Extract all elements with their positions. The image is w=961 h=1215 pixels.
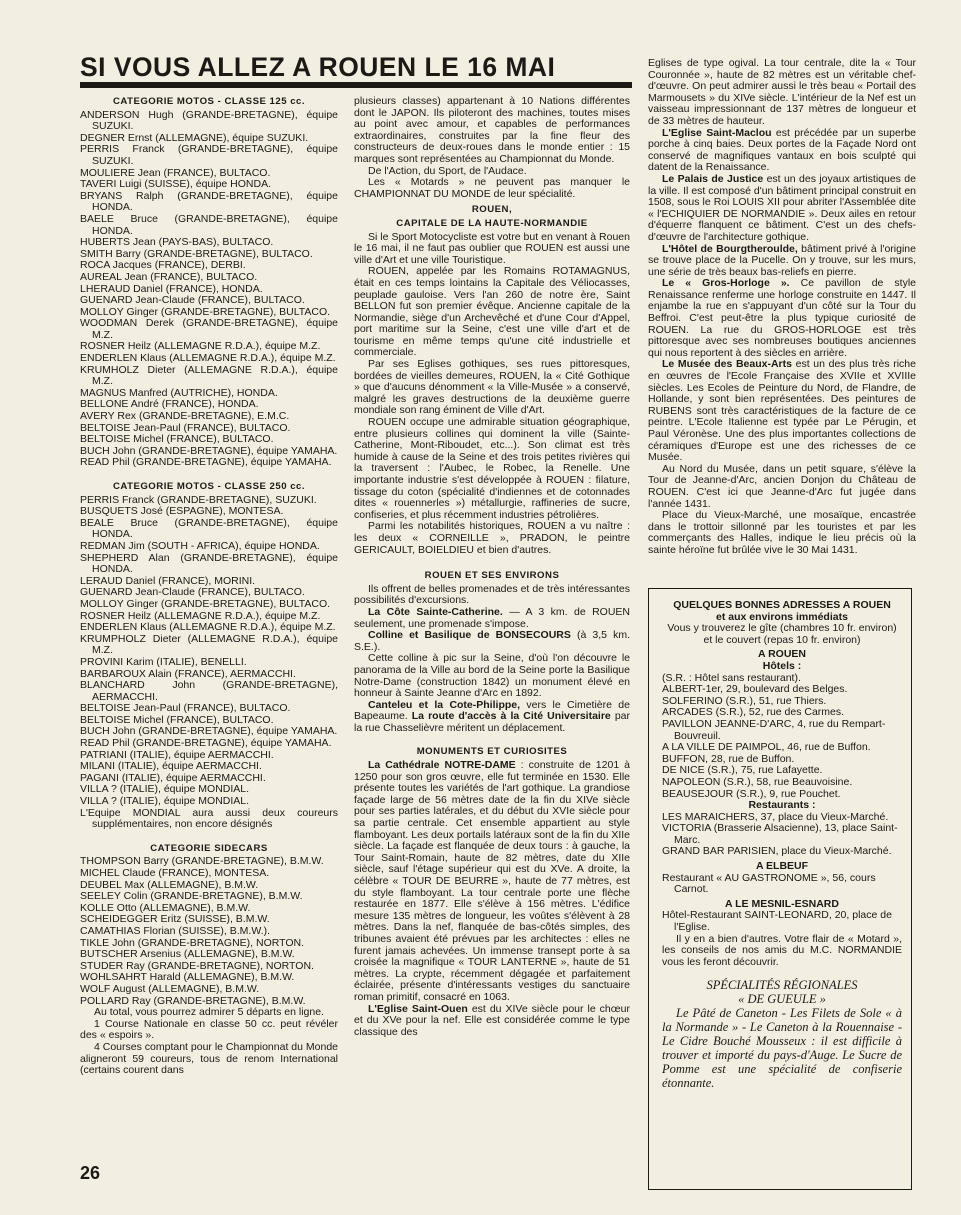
paragraph: ROUEN occupe une admirable situation géographique, entre plusieurs collines qui dominent la ville (Sainte-Catherine, Mont-Riboudet, etc...). Son climat est très humide à cause de la Seine et des trois petites rivières qui la traversent : l'Aubec, le Robec, la Renelle. Une importante industrie s'est développée à ROUEN : filature, tissage du coton (spécialité d'indiennes et de cotonnades dites « rouennerles ») métallurgie, raffineries de sucre, confiseries, et plus récemment industries pétrolières. bbox=[354, 416, 630, 521]
entrant-row: BRYANS Ralph (GRANDE-BRETAGNE), équipe HONDA. bbox=[80, 189, 338, 214]
entrant-row: BEALE Bruce (GRANDE-BRETAGNE), équipe HONDA. bbox=[80, 516, 338, 541]
paragraph: Parmi les notabilités historiques, ROUEN a vu naître : les deux « CORNEILLE », PRADON, le peintre GERICAULT, BOIELDIEU et bien d'autres. bbox=[354, 520, 630, 556]
hotel-row: ALBERT-1er, 29, boulevard des Belges. bbox=[662, 683, 848, 696]
entrant-row: BUTSCHER Arsenius (ALLEMAGNE), B.M.W. bbox=[80, 948, 295, 961]
entrant-row: BUCH John (GRANDE-BRETAGNE), équipe YAMAHA. bbox=[80, 444, 338, 457]
entrant-row: SHEPHERD Alan (GRANDE-BRETAGNE), équipe HONDA. bbox=[80, 551, 338, 576]
entrant-row: PERRIS Franck (GRANDE-BRETAGNE), SUZUKI. bbox=[80, 493, 317, 506]
headline-rule bbox=[80, 82, 632, 88]
entrant-row: MOULIERE Jean (FRANCE), BULTACO. bbox=[80, 166, 271, 179]
paragraph: Eglises de type ogival. La tour centrale, dite la « Tour Couronnée », haute de 82 mètres est un véritable chef-d'œuvre. On peut admirer aussi le très beau « Portail des Marmousets » du XIVe siècle. L'intérieur de la Nef est un vaisseau impressionnant de 137 mètres de longueur et de 33 mètres de hauteur. bbox=[648, 57, 916, 127]
monument-name: Le « Gros-Horloge ». bbox=[662, 277, 790, 290]
entrant-row: PAGANI (ITALIE), équipe AERMACCHI. bbox=[80, 771, 266, 784]
place-name: La route d'accès à la Cité Universitaire bbox=[411, 710, 611, 723]
hotel-row: ARCADES (S.R.), 52, rue des Carmes. bbox=[662, 706, 845, 719]
entrant-row: READ Phil (GRANDE-BRETAGNE), équipe YAMAHA. bbox=[80, 456, 332, 469]
entrant-row: LERAUD Daniel (FRANCE), MORINI. bbox=[80, 574, 256, 587]
entrant-row: MOLLOY Ginger (GRANDE-BRETAGNE), BULTACO. bbox=[80, 597, 331, 610]
page-number: 26 bbox=[80, 1163, 101, 1183]
section-title-environs: ROUEN ET SES ENVIRONS bbox=[424, 570, 560, 582]
monument-text: : construite de 1201 à 1250 pour son gros œuvre, elle fut terminée en 1530. Elle présente toutes les variétés de l'art gothique. La grandiose façade large de 56 mètres date de la fin du XIVe siècle pour ses parties latérales, et du début du XVIe siècle pour sa partie centrale. Cet ensemble appartient au style flamboyant. Les deux portails latéraux sont de la fin du XIIe siècle. La façade est flanquée de deux tours : à gauche, la Tour Saint-Romain, haute de 82 mètres, date du XIIe siècle, sauf l'étage supérieur qui est du XVe. A droite, la célèbre « TOUR DE BEURRE », haute de 77 mètres, est du style flamboyant. La tour centrale porte une flèche restaurée en 1877. Elle s'élève à 156 mètres. L'édifice mesure 135 mètres de longueur, les voûtes s'élèvent à 28 mètres. Dans la nef, flanquée de bas-côtés simples, des tribunes avaient été prévues par les architectes : elles ne furent jamais achevées. Un immense transept porte à sa croisée la magnifique « TOUR LANTERNE », haute de 51 mètres. La crypte, récemment dégagée et parfaitement éclairée, présente d'intéressants vestiges du sanctuaire roman primitif, consacré en 1063. bbox=[354, 759, 630, 1003]
place-name: Canteleu et la Cote-Philippe, bbox=[368, 698, 521, 711]
paragraph bbox=[648, 359, 916, 463]
entrant-list-125 bbox=[80, 110, 338, 469]
entrant-list-sidecars bbox=[80, 856, 338, 1007]
page-headline: SI VOUS ALLEZ A ROUEN LE 16 MAI bbox=[80, 52, 556, 82]
entrant-row: READ Phil (GRANDE-BRETAGNE), équipe YAMAHA. bbox=[80, 737, 332, 750]
paragraph: plusieurs classes) appartenant à 10 Nations différentes dont le JAPON. Ils piloteront des machines, toutes mises au point avec amour, et capables de performances extraordinaires, construites par la fine fleur des constructeurs de deux-roues dans le monde entier : 15 marques sont représentées au Championnat du Monde. bbox=[354, 95, 630, 165]
entrant-row: STUDER Ray (GRANDE-BRETAGNE), NORTON. bbox=[80, 959, 314, 972]
entrant-row: WOLF August (ALLEMAGNE), B.M.W. bbox=[80, 982, 260, 995]
monument-name: L'Eglise Saint-Ouen bbox=[368, 1002, 468, 1015]
entrant-row: ENDERLEN Klaus (ALLEMAGNE R.D.A.), équipe M.Z. bbox=[80, 352, 336, 365]
monument-name: La Cathédrale NOTRE-DAME bbox=[368, 759, 516, 772]
column-3-monuments bbox=[648, 58, 916, 557]
place-text: — A 3 km. de ROUEN seulement, une promenade s'impose. bbox=[354, 605, 630, 630]
entrant-row: HUBERTS Jean (PAYS-BAS), BULTACO. bbox=[80, 236, 274, 249]
entrant-row: KRUMHOLZ Dieter (ALLEMAGNE R.D.A.), équipe M.Z. bbox=[80, 363, 338, 388]
paragraph bbox=[354, 630, 630, 653]
entrant-row: KRUMPHOLZ Dieter (ALLEMAGNE R.D.A.), équipe M.Z. bbox=[80, 632, 338, 657]
paragraph: Ils offrent de belles promenades et de très intéressantes possibilités d'excursions. bbox=[354, 582, 630, 607]
section-subtitle-rouen: CAPITALE DE LA HAUTE-NORMANDIE bbox=[396, 217, 588, 229]
paragraph: Cette colline à pic sur la Seine, d'où l'on découvre le panorama de la Ville au bord de la Seine porte la Basilique Notre-Dame (construction 1842) un monument élevé en honneur à Sainte Jeanne d'Arc en 1892. bbox=[354, 652, 630, 700]
box-intro: Vous y trouverez le gîte (chambres 10 fr. environ) bbox=[667, 622, 897, 635]
entrant-row: BARBAROUX Alain (FRANCE), AERMACCHI. bbox=[80, 667, 296, 680]
city-heading: A ROUEN bbox=[757, 648, 807, 661]
entrant-row: WOODMAN Derek (GRANDE-BRETAGNE), équipe M.Z. bbox=[80, 317, 338, 341]
paragraph bbox=[354, 1004, 630, 1039]
paragraph bbox=[354, 760, 630, 1003]
paragraph bbox=[648, 244, 916, 279]
specialties-subtitle: « DE GUEULE » bbox=[738, 992, 826, 1007]
restaurant-list bbox=[662, 812, 902, 858]
place-text: vers le Cimetière de Bapeaume. bbox=[354, 698, 630, 723]
box-intro: et le couvert (repas 10 fr. environ) bbox=[703, 633, 861, 646]
section-title-125: CATEGORIE MOTOS - CLASSE 125 cc. bbox=[112, 96, 306, 107]
paragraph: De l'Action, du Sport, de l'Audace. bbox=[368, 164, 527, 177]
entrant-row: L'Equipe MONDIAL aura aussi deux coureurs supplémentaires, non encore désignés bbox=[80, 806, 338, 831]
hotel-row: (S.R. : Hôtel sans restaurant). bbox=[662, 671, 801, 684]
section-title-rouen: ROUEN, bbox=[471, 204, 513, 216]
entrant-row: ROSNER Heilz (ALLEMAGNE R.D.A.), équipe M.Z. bbox=[80, 609, 321, 622]
entrant-row: PERRIS Franck (GRANDE-BRETAGNE), équipe SUZUKI. bbox=[80, 143, 338, 167]
restaurants-heading: Restaurants : bbox=[748, 799, 816, 812]
entrant-row: THOMPSON Barry (GRANDE-BRETAGNE), B.M.W. bbox=[80, 855, 324, 868]
entrant-row: BUCH John (GRANDE-BRETAGNE), équipe YAMAHA. bbox=[80, 725, 338, 738]
entrant-row: KOLLE Otto (ALLEMAGNE), B.M.W. bbox=[80, 901, 251, 914]
entrant-row: CAMATHIAS Florian (SUISSE), B.M.W.). bbox=[80, 924, 270, 937]
entrant-row: MOLLOY Ginger (GRANDE-BRETAGNE), BULTACO. bbox=[80, 305, 331, 318]
entrant-row: AVERY Rex (GRANDE-BRETAGNE), E.M.C. bbox=[80, 410, 290, 423]
entrant-row: PROVINI Karim (ITALIE), BENELLI. bbox=[80, 655, 247, 668]
city-heading: A ELBEUF bbox=[755, 860, 809, 873]
entrant-row: MILANI (ITALIE), équipe AERMACCHI. bbox=[80, 760, 262, 773]
entrant-row: BLANCHARD John (GRANDE-BRETAGNE), AERMACCHI. bbox=[80, 679, 338, 703]
specialties-text: Le Pâté de Caneton - Les Filets de Sole « à la Normande » - Le Caneton à la Rouennaise - Le Cidre Bouché Mousseux : il est difficile à trouver et importé du pays-d'Auge. Le Sucre de Pomme est une spécialité de confiserie étonnante. bbox=[662, 1006, 902, 1091]
entrant-row: BELLONE André (FRANCE), HONDA. bbox=[80, 398, 259, 411]
hotel-list bbox=[662, 673, 902, 801]
entrant-row: DEUBEL Max (ALLEMAGNE), B.M.W. bbox=[80, 878, 259, 891]
hotel-row: DE NICE (S.R.), 75, rue Lafayette. bbox=[662, 764, 823, 777]
entrant-row: VILLA ? (ITALIE), équipe MONDIAL. bbox=[80, 795, 250, 808]
paragraph: ROUEN, appelée par les Romains ROTAMAGNUS, était en ces temps lointains la Capitale des Véliocasses, peuplade gauloise. Vers l'an 260 de notre ère, Saint BELLON fut son premier évêque. Ancienne capitale de la Normandie, siège d'un Archevêché et d'une Cour d'Appel, port maritime sur la Seine, c'est une ville d'art et de tourisme en même temps qu'une cité industrielle et commerciale. bbox=[354, 265, 630, 359]
paragraph bbox=[354, 607, 630, 630]
entrant-row: TIKLE John (GRANDE-BRETAGNE), NORTON. bbox=[80, 936, 305, 949]
entrant-row: SCHEIDEGGER Eritz (SUISSE), B.M.W. bbox=[80, 913, 270, 926]
hotel-row: A LA VILLE DE PAIMPOL, 46, rue de Buffon. bbox=[662, 741, 871, 754]
section-title-250: CATEGORIE MOTOS - CLASSE 250 cc. bbox=[112, 481, 306, 492]
paragraph: Place du Vieux-Marché, une mosaïque, encastrée dans le trottoir sillonné par les touristes et par les commerçants des Halles, indique le lieu précis où la sainte héroïne fut brûlée vive le 30 Mai 1431. bbox=[648, 509, 916, 556]
monument-text: est un des joyaux artistiques de la ville. Il est composé d'un bâtiment principal construit en 1508, sous le Roi LOUIS XII pour abriter l'Assemblée dite « l'ECHIQUIER DE NORMANDIE ». Deux ailes en retour d'équerre flanquent ce bâtiment. C'est un des chefs-d'œuvre de l'architecture gothique. bbox=[648, 172, 916, 243]
specialties-title: SPÉCIALITÉS RÉGIONALES bbox=[706, 978, 858, 993]
hotel-row: BUFFON, 28, rue de Buffon. bbox=[662, 752, 795, 765]
entrant-row: TAVERI Luigi (SUISSE), équipe HONDA. bbox=[80, 178, 272, 191]
section-title-monuments: MONUMENTS ET CURIOSITES bbox=[416, 746, 568, 758]
box-outro: Il y en a bien d'autres. Votre flair de « Motard », les conseils de nos amis du M.C. NORMANDIE vous les feront découvrir. bbox=[662, 932, 902, 968]
entrant-row: MAGNUS Manfred (AUTRICHE), HONDA. bbox=[80, 386, 278, 399]
monument-text: Ce pavillon de style Renaissance renferme une horloge construite en 1447. Il enjambe la rue en s'appuyant d'un côté sur la Tour du Beffroi. C'est peut-être la plus typique curiosité de ROUEN. La rue du GROS-HORLOGE est très pittoresque avec ses nombreuses boutiques anciennes qui nous reportent à des siècles en arrière. bbox=[648, 277, 916, 359]
paragraph: Au Nord du Musée, dans un petit square, s'élève la Tour de Jeanne-d'Arc, ancien Donjon du Château de ROUEN. C'est ici que Jeanne-d'Arc fut jugée dans l'année 1431. bbox=[648, 462, 916, 510]
monument-name: L'Eglise Saint-Maclou bbox=[662, 126, 772, 139]
column-2-rouen bbox=[354, 96, 630, 1038]
outro-paragraph: 1 Course Nationale en classe 50 cc. peut révéler des « espoirs ». bbox=[80, 1017, 338, 1042]
paragraph: Par ses Eglises gothiques, ses rues pittoresques, bordées de vieilles demeures, ROUEN, la « Cité Gothique » que d'aucuns dénomment « la Ville-Musée » a conservé, malgré les graves destructions de la deuxième guerre mondiale son rang éminent de Ville d'Art. bbox=[354, 358, 630, 417]
entrant-row: PATRIANI (ITALIE), équipe AERMACCHI. bbox=[80, 748, 274, 761]
restaurant-row: LES MARAICHERS, 37, place du Vieux-Marché. bbox=[662, 810, 889, 823]
monument-name: L'Hôtel de Bourgtheroulde, bbox=[662, 242, 798, 255]
entrant-row: GUENARD Jean-Claude (FRANCE), BULTACO. bbox=[80, 586, 305, 599]
monument-text: est du XIVe siècle pour le chœur et du XVe pour la nef. Elle est considérée comme le type classique des bbox=[354, 1002, 630, 1038]
entrant-row: LHERAUD Daniel (FRANCE), HONDA. bbox=[80, 282, 263, 295]
monument-text: bâtiment privé à l'origine se trouve place de la Pucelle. On y trouve, sur les murs, une série de très beaux bas-reliefs en pierre. bbox=[648, 242, 916, 278]
monument-name: Le Musée des Beaux-Arts bbox=[662, 358, 792, 371]
entrant-row: GUENARD Jean-Claude (FRANCE), BULTACO. bbox=[80, 294, 305, 307]
outro-paragraph: 4 Courses comptant pour le Championnat du Monde aligneront 59 coureurs, tous de renom International (certains courent dans bbox=[80, 1040, 338, 1077]
address-line: Hôtel-Restaurant SAINT-LEONARD, 20, place de l'Eglise. bbox=[662, 909, 892, 934]
hotel-row: SOLFERINO (S.R.), 51, rue Thiers. bbox=[662, 694, 827, 707]
paragraph: Les « Motards » ne peuvent pas manquer le CHAMPIONNAT DU MONDE de leur spécialité. bbox=[354, 176, 630, 200]
box-title: QUELQUES BONNES ADRESSES A ROUEN bbox=[673, 599, 891, 611]
hotels-heading: Hôtels : bbox=[762, 659, 802, 672]
entrant-row: AUREAL Jean (FRANCE), BULTACO. bbox=[80, 270, 258, 283]
monument-name: Le Palais de Justice bbox=[662, 172, 764, 185]
place-text: par la rue Chasselièvre méritent un déplacement. bbox=[354, 710, 630, 734]
paragraph bbox=[648, 278, 916, 359]
entrant-row: BELTOISE Jean-Paul (FRANCE), BULTACO. bbox=[80, 421, 291, 434]
addresses-box bbox=[662, 600, 902, 1090]
monument-text: est un des plus très riche en œuvres de l'Ecole Française des XVIIe et XVIIIe siècles. Les Ecoles de Peinture du Nord, de Flandre, de Hollande, y sont bien représentées. Des peintures de RUBENS sont très caractéristiques de la facture de ce peintre. L'Ecole Italienne est typée par Le Pérugin, et Paul Véronèse. Une des plus importantes collections de céramiques d'Europe est une des richesses de ce Musée. bbox=[648, 358, 916, 464]
entrant-row: VILLA ? (ITALIE), équipe MONDIAL. bbox=[80, 783, 250, 796]
restaurant-row: GRAND BAR PARISIEN, place du Vieux-Marché. bbox=[662, 845, 892, 858]
section-title-sidecars: CATEGORIE SIDECARS bbox=[150, 842, 268, 854]
entrant-row: ANDERSON Hugh (GRANDE-BRETAGNE), équipe SUZUKI. bbox=[80, 108, 338, 133]
hotel-row: NAPOLEON (S.R.), 58, rue Beauvoisine. bbox=[662, 775, 853, 788]
box-subtitle: et aux environs immédiats bbox=[716, 610, 848, 623]
entrant-row: SMITH Barry (GRANDE-BRETAGNE), BULTACO. bbox=[80, 247, 313, 260]
hotel-row: BEAUSEJOUR (S.R.), 9, rue Pouchet. bbox=[662, 787, 841, 800]
address-line: Restaurant « AU GASTRONOME », 56, cours Carnot. bbox=[662, 871, 876, 896]
entrant-row: ROCA Jacques (FRANCE), DERBI. bbox=[80, 259, 246, 272]
entrant-row: REDMAN Jim (SOUTH - AFRICA), équipe HONDA. bbox=[80, 539, 320, 552]
paragraph bbox=[354, 700, 630, 735]
entrant-row: BUSQUETS José (ESPAGNE), MONTESA. bbox=[80, 505, 284, 518]
column-1-entrants bbox=[80, 96, 338, 1077]
entrant-row: WOHLSAHRT Harald (ALLEMAGNE), B.M.W. bbox=[80, 971, 295, 984]
restaurant-row: VICTORIA (Brasserie Alsacienne), 13, place Saint-Marc. bbox=[662, 822, 898, 846]
entrant-row: MICHEL Claude (FRANCE), MONTESA. bbox=[80, 867, 270, 879]
outro-paragraph: Au total, vous pourrez admirer 5 départs en ligne. bbox=[94, 1006, 324, 1019]
place-name: La Côte Sainte-Catherine. bbox=[368, 605, 503, 618]
entrant-row: BELTOISE Jean-Paul (FRANCE), BULTACO. bbox=[80, 702, 291, 715]
entrant-list-250 bbox=[80, 495, 338, 831]
entrant-row: ENDERLEN Klaus (ALLEMAGNE R.D.A.), équipe M.Z. bbox=[80, 621, 336, 634]
hotel-row: PAVILLON JEANNE-D'ARC, 4, rue du Rempart-Bouvreuil. bbox=[662, 717, 886, 742]
entrant-row: SEELEY Colin (GRANDE-BRETAGNE), B.M.W. bbox=[80, 890, 303, 903]
entrant-row: BELTOISE Michel (FRANCE), BULTACO. bbox=[80, 433, 274, 446]
paragraph bbox=[648, 128, 916, 174]
entrant-row: BELTOISE Michel (FRANCE), BULTACO. bbox=[80, 713, 274, 726]
place-text: (à 3,5 km. S.E.). bbox=[354, 629, 630, 653]
city-heading: A LE MESNIL-ESNARD bbox=[725, 897, 839, 910]
monument-text: est précédée par un superbe porche à cinq baies. Deux portes de la Façade Nord ont conservé de magnifiques vantaux en bois sculpté qui datent de la Renaissance. bbox=[648, 126, 916, 174]
entrant-row: ROSNER Heilz (ALLEMAGNE R.D.A.), équipe M.Z. bbox=[80, 340, 321, 353]
entrant-row: POLLARD Ray (GRANDE-BRETAGNE), B.M.W. bbox=[80, 994, 306, 1007]
paragraph: Si le Sport Motocycliste est votre but en venant à Rouen le 16 mai, il ne faut pas oublier que ROUEN est aussi une ville d'Art et une ville Touristique. bbox=[354, 230, 630, 266]
entrant-row: DEGNER Ernst (ALLEMAGNE), équipe SUZUKI. bbox=[80, 131, 309, 144]
paragraph bbox=[648, 174, 916, 244]
place-name: Colline et Basilique de BONSECOURS bbox=[368, 629, 571, 642]
entrant-row: BAELE Bruce (GRANDE-BRETAGNE), équipe HONDA. bbox=[80, 212, 338, 237]
